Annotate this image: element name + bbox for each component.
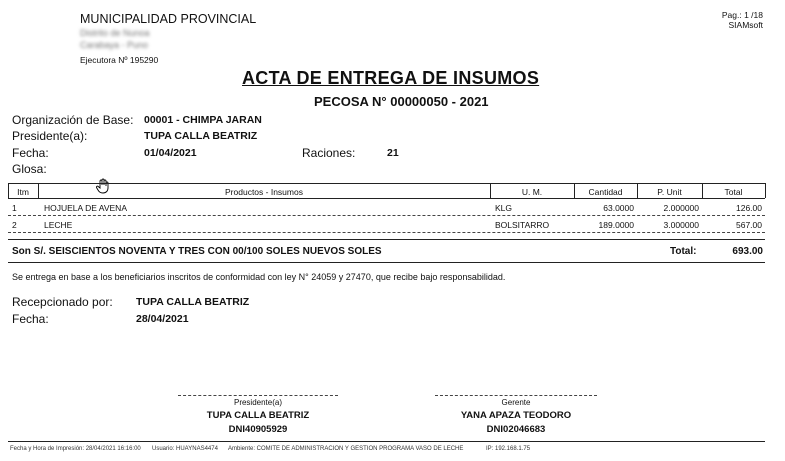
- header-total: Total: [724, 187, 743, 197]
- page-number: Pag.: 1 /18: [721, 10, 763, 20]
- table-header-border: [8, 198, 765, 199]
- row2-itm: 2: [12, 220, 17, 230]
- amount-underline: [8, 262, 765, 263]
- row-separator: [8, 232, 765, 233]
- row2-um: BOLSITARRO: [495, 220, 550, 230]
- row1-cantidad: 63.0000: [603, 203, 634, 213]
- org-base-value: 00001 - CHIMPA JARAN: [144, 114, 262, 126]
- signature-dni-presidente: DNI40905929: [228, 424, 288, 435]
- header-producto: Productos - Insumos: [225, 187, 303, 197]
- signature-name-gerente: YANA APAZA TEODORO: [460, 410, 572, 421]
- document-title: ACTA DE ENTREGA DE INSUMOS: [242, 68, 540, 88]
- row-separator: [8, 215, 765, 216]
- row1-um: KLG: [495, 203, 513, 213]
- row2-punit: 3.000000: [663, 220, 699, 230]
- table-col-divider: [765, 183, 766, 198]
- header-um: U. M.: [521, 187, 543, 197]
- org-base-label: Organización de Base:: [12, 113, 134, 127]
- system-name: SIAMsoft: [728, 20, 763, 30]
- header-itm: Itm: [17, 187, 29, 197]
- fecha-label: Fecha:: [12, 146, 49, 160]
- signature-dni-gerente: DNI02046683: [486, 424, 546, 435]
- row1-total: 126.00: [736, 203, 762, 213]
- recepcionado-label: Recepcionado por:: [12, 295, 113, 309]
- reception-fecha-value: 28/04/2021: [136, 313, 189, 325]
- row2-producto: LECHE: [44, 220, 73, 230]
- print-environment: Ambiente: COMITE DE ADMINISTRACION Y GESTION PROGRAMA VASO DE LECHE: [228, 446, 464, 452]
- header-cantidad: Cantidad: [588, 187, 623, 197]
- signature-role-gerente: Gerente: [501, 398, 531, 407]
- total-value: 693.00: [732, 246, 763, 257]
- total-label: Total:: [670, 246, 697, 257]
- signature-role-presidente: Presidente(a): [233, 398, 283, 407]
- pecosa-number: PECOSA N° 00000050 - 2021: [314, 94, 489, 109]
- print-user: Usuario: HUAYNAS4474: [152, 446, 218, 452]
- raciones-value: 21: [387, 147, 399, 159]
- signature-line-presidente: [178, 395, 338, 396]
- org-province: Carabaya - Puno: [80, 40, 149, 50]
- legal-statement: Se entrega en base a los beneficiarios inscritos de conformidad con ley N° 24059 y 27470, que recibe bajo responsabilidad.: [12, 272, 506, 282]
- org-district: Distrito de Nunoa: [80, 28, 150, 38]
- org-name: MUNICIPALIDAD PROVINCIAL: [80, 12, 257, 26]
- print-datetime: Fecha y Hora de Impresión: 28/04/2021 16:16:00: [10, 446, 141, 452]
- row2-total: 567.00: [736, 220, 762, 230]
- row2-cantidad: 189.0000: [598, 220, 634, 230]
- row1-itm: 1: [12, 203, 17, 213]
- table-bottom-border: [8, 239, 765, 240]
- row1-punit: 2.000000: [663, 203, 699, 213]
- table-top-border: [8, 183, 765, 184]
- presidente-value: TUPA CALLA BEATRIZ: [144, 130, 258, 142]
- row1-producto: HOJUELA DE AVENA: [44, 203, 127, 213]
- presidente-label: Presidente(a):: [12, 129, 88, 143]
- reception-fecha-label: Fecha:: [12, 312, 49, 326]
- ejecutora: Ejecutora Nº 195290: [80, 55, 159, 65]
- amount-in-words: Son S/. SEISCIENTOS NOVENTA Y TRES CON 00/100 SOLES NUEVOS SOLES: [12, 246, 382, 257]
- glosa-label: Glosa:: [12, 162, 47, 176]
- print-ip: IP: 192.168.1.75: [486, 446, 531, 452]
- fecha-value: 01/04/2021: [144, 147, 197, 159]
- signature-name-presidente: TUPA CALLA BEATRIZ: [206, 410, 310, 421]
- header-punit: P. Unit: [657, 187, 682, 197]
- recepcionado-value: TUPA CALLA BEATRIZ: [136, 296, 250, 308]
- raciones-label: Raciones:: [302, 146, 356, 160]
- signature-line-gerente: [435, 395, 597, 396]
- footer-border: [8, 441, 765, 442]
